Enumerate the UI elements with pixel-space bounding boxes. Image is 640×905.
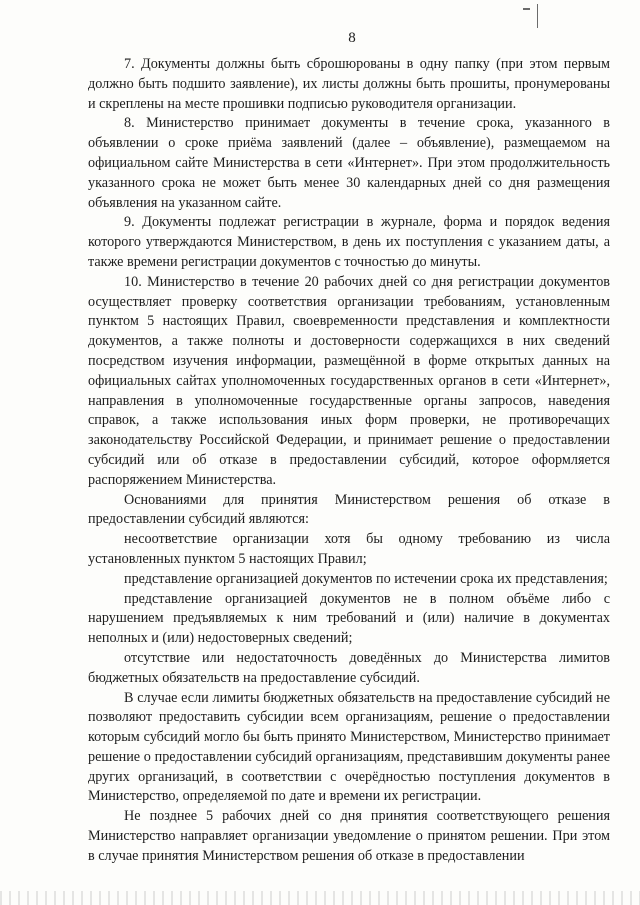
refusal-ground-4: отсутствие или недостаточность доведённых до Министерства лимитов бюджетных обязательств на предоставление субсидий.	[88, 649, 610, 686]
notification-paragraph: Не позднее 5 рабочих дней со дня принятия соответствующего решения Министерство направляет организации уведомление о принятом решении. При этом в случае принятия Министерством решения об отказе в предоставлении	[88, 808, 610, 864]
paragraph-8: 8. Министерство принимает документы в течение срока, указанного в объявлении о сроке приёма заявлений (далее – объявление), размещаемом на официальном сайте Министерства в сети «Интернет». При этом продолжительность указанного срока не может быть менее 30 календарных дней со дня размещения объявления на указанном сайте.	[88, 115, 610, 211]
page-number: 8	[348, 30, 356, 46]
refusal-ground-2: представление организацией документов по истечении срока их представления;	[124, 570, 608, 587]
scan-artifact	[523, 8, 530, 10]
paragraph-10: 10. Министерство в течение 20 рабочих дней со дня регистрации документов осуществляет проверку соответствия организации требованиям, установленным пунктом 5 настоящих Правил, своевременности представления и комплектности документов, а также полноты и достоверности содержащихся в них сведений посредством изучения информации, размещённой в форме открытых данных на официальных сайтах уполномоченных государственных органов в сети «Интернет», направления в уполномоченные государственные органы запросов, наведения справок, а также использования иных форм проверки, не противоречащих законодательству Российской Федерации, и принимает решение о предоставлении субсидий или об отказе в предоставлении субсидий, которое оформляется распоряжением Министерства.	[88, 273, 610, 488]
document-body	[88, 55, 610, 867]
refusal-ground-1: несоответствие организации хотя бы одному требованию из числа установленных пунктом 5 настоящих Правил;	[88, 531, 610, 567]
refusal-grounds-intro: Основаниями для принятия Министерством решения об отказе в предоставлении субсидий являются:	[88, 491, 610, 528]
refusal-ground-3: представление организацией документов не в полном объёме либо с нарушением предъявляемых к ним требований и (или) наличие в документах неполных и (или) недостоверных сведений;	[88, 590, 610, 647]
scan-bottom-edge	[0, 891, 640, 905]
paragraph-9: 9. Документы подлежат регистрации в журнале, форма и порядок ведения которого утверждаются Министерством, в день их поступления с указанием даты, а также времени регистрации документов с точностью до минуты.	[88, 214, 610, 270]
scan-artifact	[537, 4, 538, 28]
limits-paragraph: В случае если лимиты бюджетных обязательств на предоставление субсидий не позволяют предоставить субсидии всем организациям, решение о предоставлении которым субсидий могло бы быть принято Министерством, Министерство принимает решение о предоставлении субсидий организациям, представившим документы ранее других организаций, в соответствии с очерёдностью поступления документов в Министерство, определяемой по дате и времени их регистрации.	[88, 689, 610, 805]
paragraph-7: 7. Документы должны быть сброшюрованы в одну папку (при этом первым должно быть подшито заявление), их листы должны быть прошиты, пронумерованы и скреплены на месте прошивки подписью руководителя организации.	[88, 56, 610, 112]
